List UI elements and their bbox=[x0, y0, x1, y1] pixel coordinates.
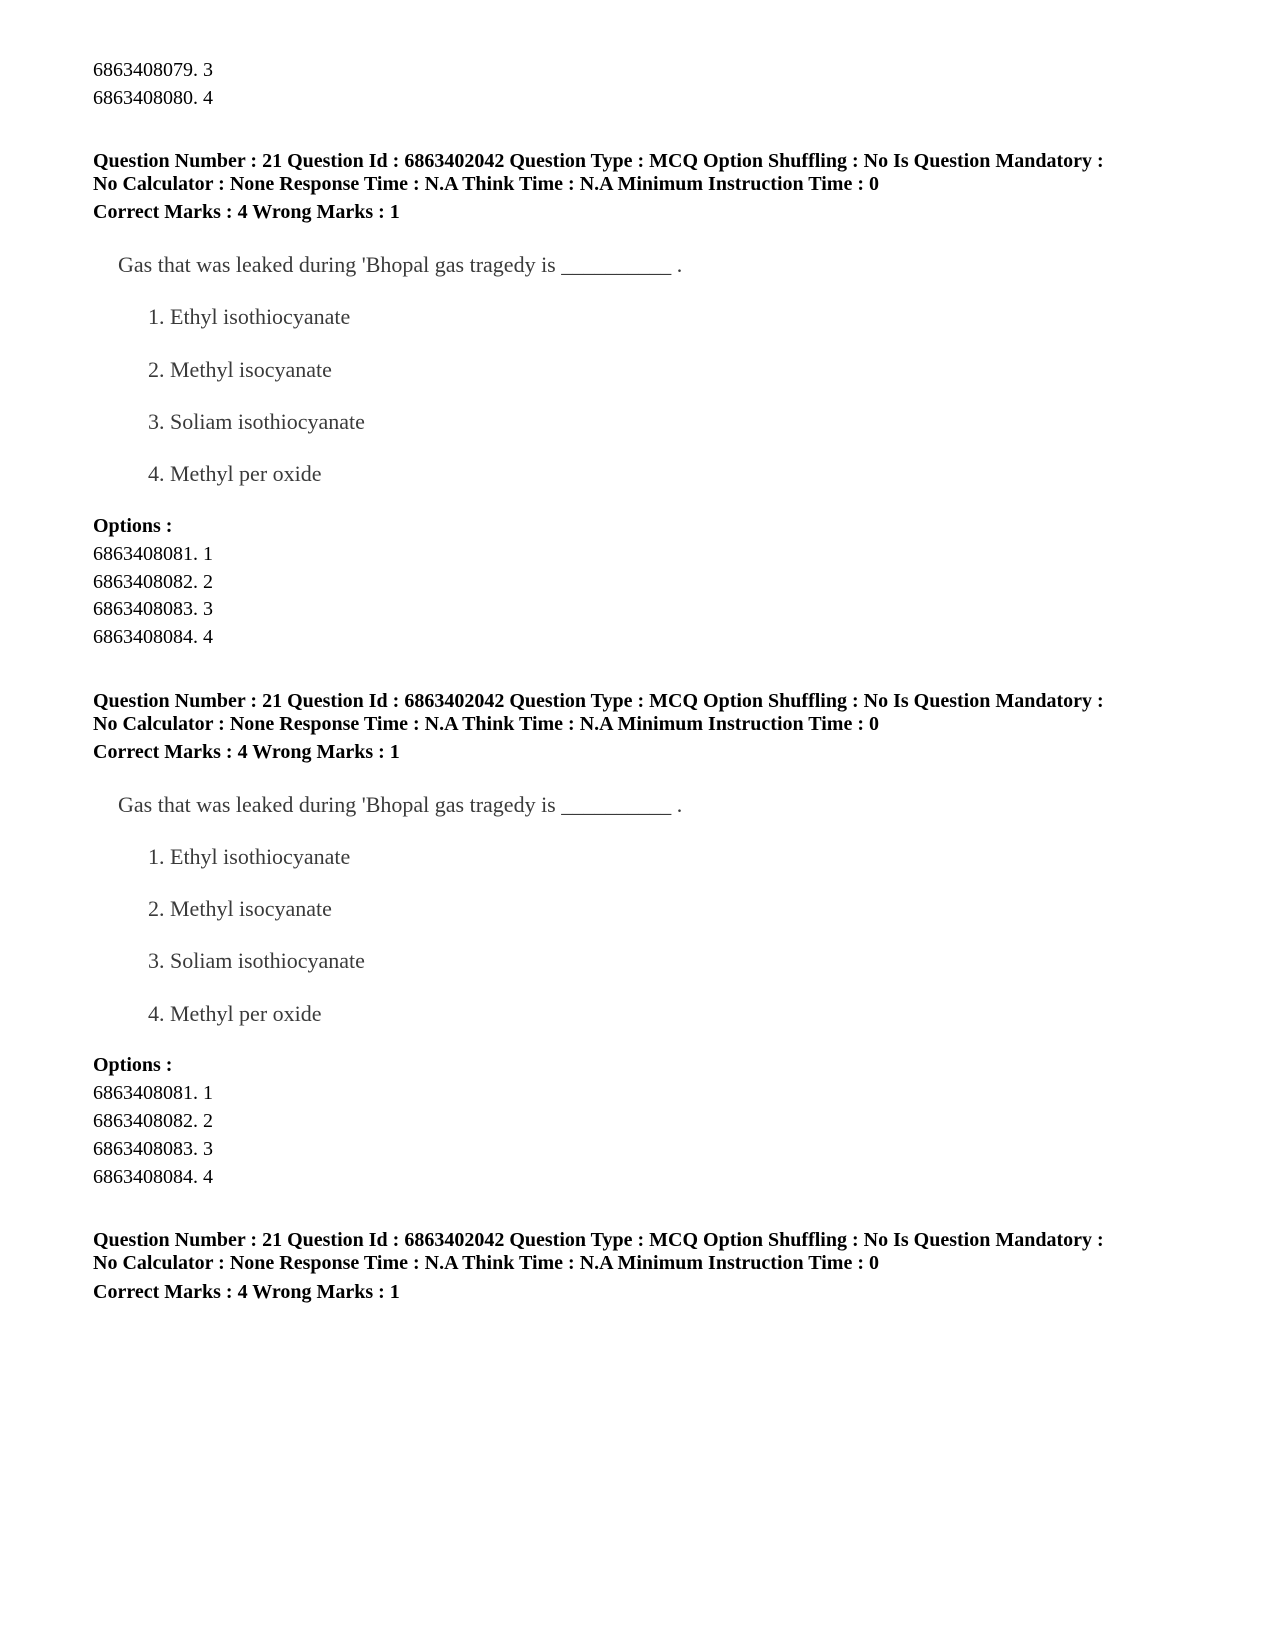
question-choice: 2. Methyl isocyanate bbox=[148, 357, 332, 382]
option-line: 6863408081. 1 bbox=[93, 543, 213, 565]
question-choice: 4. Methyl per oxide bbox=[148, 461, 322, 486]
options-label: Options : bbox=[93, 515, 173, 537]
question-choice: 3. Soliam isothiocyanate bbox=[148, 948, 365, 973]
question-choice: 2. Methyl isocyanate bbox=[148, 896, 332, 921]
question-choice: 4. Methyl per oxide bbox=[148, 1001, 322, 1026]
question-header: Question Number : 21 Question Id : 6863402042 Question Type : MCQ Option Shuffling : No Is Question Mandatory : bbox=[93, 690, 1104, 712]
options-label: Options : bbox=[93, 1054, 173, 1076]
option-line: 6863408080. 4 bbox=[93, 87, 213, 109]
marks-line: Correct Marks : 4 Wrong Marks : 1 bbox=[93, 741, 400, 763]
option-line: 6863408081. 1 bbox=[93, 1082, 213, 1104]
option-line: 6863408083. 3 bbox=[93, 598, 213, 620]
question-choice: 3. Soliam isothiocyanate bbox=[148, 409, 365, 434]
option-line: 6863408082. 2 bbox=[93, 1110, 213, 1132]
marks-line: Correct Marks : 4 Wrong Marks : 1 bbox=[93, 201, 400, 223]
option-line: 6863408084. 4 bbox=[93, 626, 213, 648]
option-line: 6863408079. 3 bbox=[93, 59, 213, 81]
question-header: No Calculator : None Response Time : N.A Think Time : N.A Minimum Instruction Time : 0 bbox=[93, 1252, 879, 1274]
question-choice: 1. Ethyl isothiocyanate bbox=[148, 844, 351, 869]
marks-line: Correct Marks : 4 Wrong Marks : 1 bbox=[93, 1281, 400, 1303]
question-header: Question Number : 21 Question Id : 6863402042 Question Type : MCQ Option Shuffling : No Is Question Mandatory : bbox=[93, 1229, 1104, 1251]
question-header: No Calculator : None Response Time : N.A Think Time : N.A Minimum Instruction Time : 0 bbox=[93, 173, 879, 195]
question-header: No Calculator : None Response Time : N.A Think Time : N.A Minimum Instruction Time : 0 bbox=[93, 713, 879, 735]
option-line: 6863408082. 2 bbox=[93, 571, 213, 593]
question-header: Question Number : 21 Question Id : 6863402042 Question Type : MCQ Option Shuffling : No Is Question Mandatory : bbox=[93, 150, 1104, 172]
option-line: 6863408083. 3 bbox=[93, 1138, 213, 1160]
question-text: Gas that was leaked during 'Bhopal gas tragedy is __________ . bbox=[118, 252, 683, 277]
question-choice: 1. Ethyl isothiocyanate bbox=[148, 304, 351, 329]
question-text: Gas that was leaked during 'Bhopal gas tragedy is __________ . bbox=[118, 792, 683, 817]
option-line: 6863408084. 4 bbox=[93, 1166, 213, 1188]
